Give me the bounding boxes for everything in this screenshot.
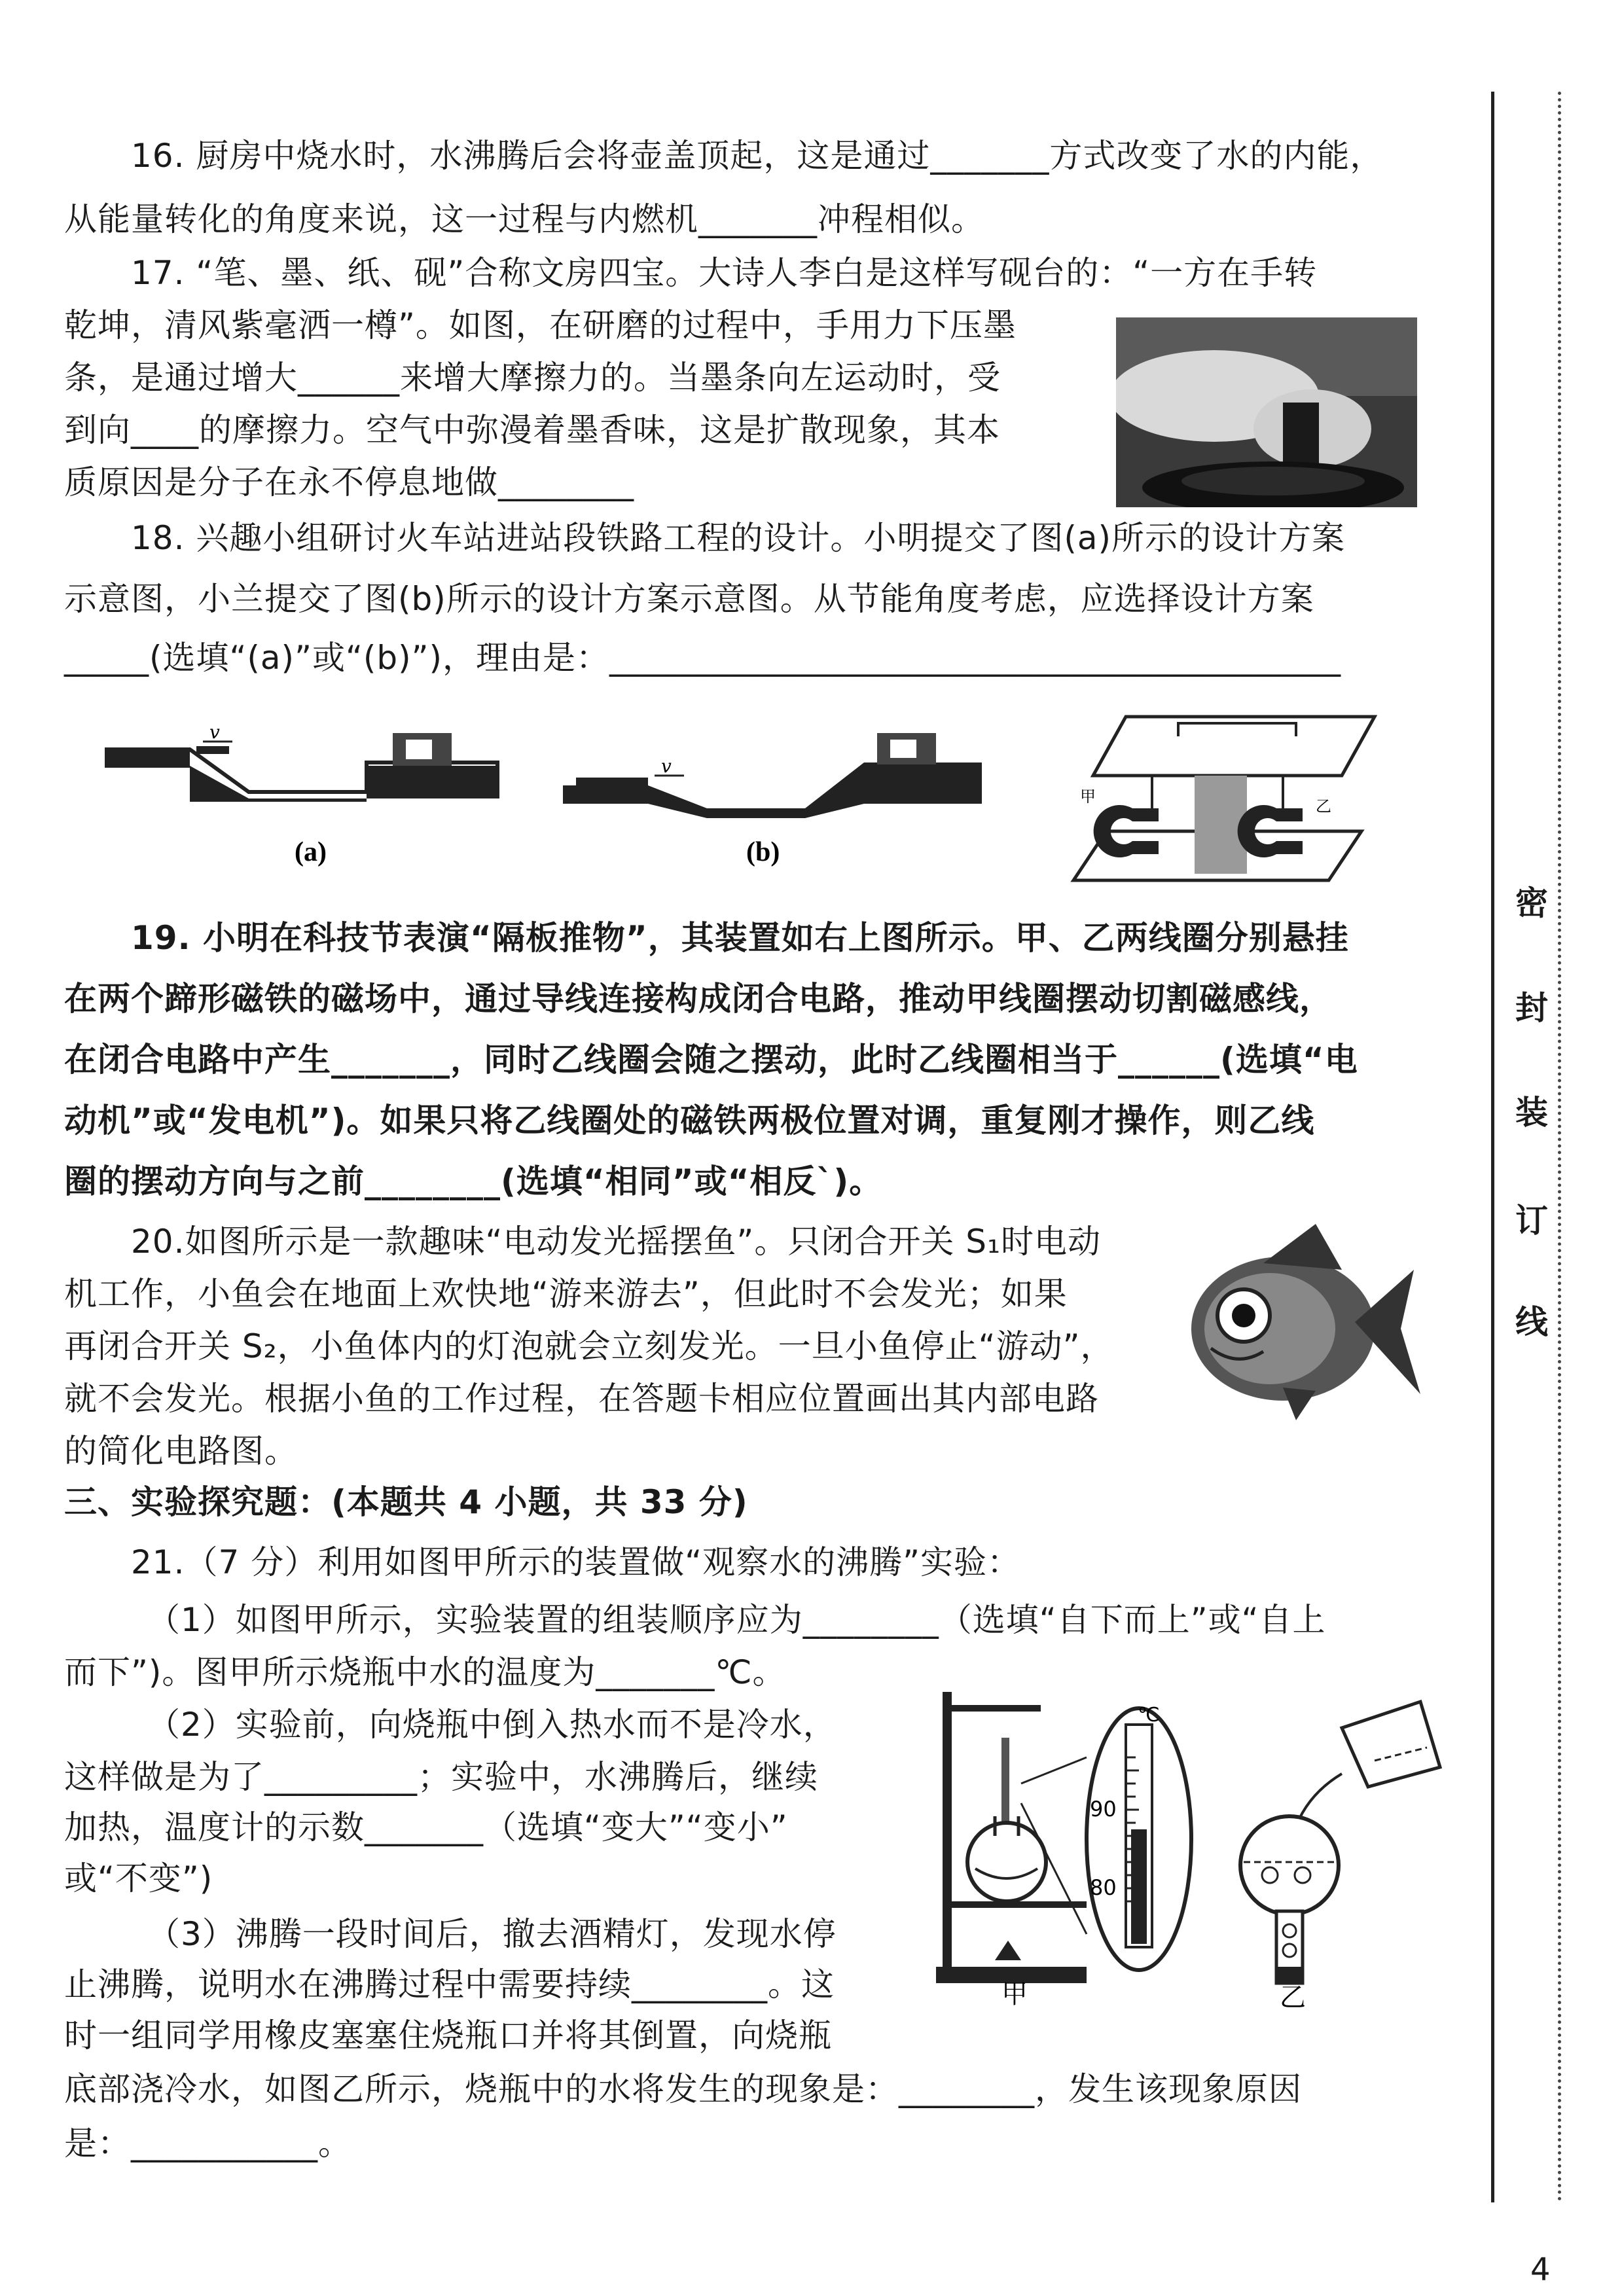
q19-line-4: 动机”或“发电机”)。如果只将乙线圈处的磁铁两极位置对调，重复刚才操作，则乙线 [64,1102,1315,1139]
coil-jia-label: 甲 [1080,787,1096,806]
page-number: 4 [1530,2251,1551,2288]
boiling-apparatus-jia-diagram [929,1685,1217,2013]
q21-part3-line-5: 是：___________。 [64,2125,351,2162]
seal-char-5: 线 [1515,1303,1548,1341]
q21-part2-line-3: 加热，温度计的示数_______（选填“变大”“变小” [64,1808,788,1846]
q21-line-1: 21.（7 分）利用如图甲所示的装置做“观察水的沸腾”实验： [131,1543,1021,1581]
binding-margin-line [1491,92,1494,2202]
seal-char-1: 密 [1515,884,1548,922]
q20-line-2: 机工作，小鱼会在地面上欢快地“游来游去”，但此时不会发光；如果 [64,1275,1068,1313]
ink-grinding-photo [1116,317,1417,507]
q18-line-1: 18. 兴趣小组研讨火车站进站段铁路工程的设计。小明提交了图(a)所示的设计方案 [131,519,1346,557]
seal-char-3: 装 [1515,1094,1548,1132]
q16-line-2: 从能量转化的角度来说，这一过程与内燃机_______冲程相似。 [64,200,984,238]
q17-line-3: 条，是通过增大______来增大摩擦力的。当墨条向左运动时，受 [64,359,1001,397]
q21-part3-line-4: 底部浇冷水，如图乙所示，烧瓶中的水将发生的现象是：________，发生该现象原因 [64,2070,1302,2108]
rail-a-velocity-label: v [209,721,220,743]
q21-part2-line-2: 这样做是为了_________；实验中，水沸腾后，继续 [64,1758,818,1796]
q20-line-1: 20.如图所示是一款趣味“电动发光摇摆鱼”。只闭合开关 S₁时电动 [131,1223,1101,1261]
q17-line-5: 质原因是分子在永不停息地做________ [64,463,634,501]
q21-part3-line-3: 时一组同学用橡皮塞塞住烧瓶口并将其倒置，向烧瓶 [64,2017,832,2054]
rail-b-caption: (b) [746,837,780,867]
boiling-jia-caption: 甲 [1001,1979,1028,2009]
q17-line-2: 乾坤，清风紫毫洒一樽”。如图，在研磨的过程中，手用力下压墨 [64,306,1017,344]
rail-design-a-diagram [98,720,524,870]
q21-part3-line-1: （3）沸腾一段时间后，撤去酒精灯，发现水停 [147,1915,837,1953]
q18-line-3: _____(选填“(a)”或“(b)”)，理由是：___________________________________________ [64,639,1342,677]
q21-part1-line-1: （1）如图甲所示，实验装置的组装顺序应为________（选填“自下而上”或“自上 [147,1601,1326,1639]
coil-yi-label: 乙 [1316,797,1331,816]
swinging-fish-toy-image [1185,1217,1427,1427]
q17-line-1: 17. “笔、墨、纸、砚”合称文房四宝。大诗人李白是这样写砚台的：“一方在手转 [131,254,1318,292]
seal-char-4: 订 [1515,1202,1548,1240]
seal-char-2: 封 [1515,989,1548,1027]
q18-line-2: 示意图，小兰提交了图(b)所示的设计方案示意图。从节能角度考虑，应选择设计方案 [64,580,1314,618]
q20-line-4: 就不会发光。根据小鱼的工作过程，在答题卡相应位置画出其内部电路 [64,1380,1099,1418]
rail-a-caption: (a) [295,837,327,867]
q21-part1-line-2: 而下”)。图甲所示烧瓶中水的温度为_______℃。 [64,1653,786,1691]
boiling-yi-caption: 乙 [1280,1982,1306,2009]
q19-line-5: 圈的摆动方向与之前________(选填“相同”或“相反`)。 [64,1162,883,1200]
section-3-heading: 三、实验探究题：(本题共 4 小题，共 33 分) [64,1483,748,1521]
thermometer-80-tick: 80 [1090,1875,1117,1900]
binding-margin-dotted-line [1558,92,1561,2202]
thermometer-90-tick: 90 [1090,1797,1117,1821]
q21-part2-line-4: 或“不变”) [64,1859,213,1897]
q19-line-3: 在闭合电路中产生_______，同时乙线圈会随之摆动，此时乙线圈相当于______(选填“电 [64,1041,1358,1079]
partition-push-apparatus [1054,704,1381,893]
q17-line-4: 到向____的摩擦力。空气中弥漫着墨香味，这是扩散现象，其本 [64,411,1000,449]
rail-design-b-diagram [563,720,988,870]
rail-b-velocity-label: v [661,755,672,777]
q21-part3-line-2: 止沸腾，说明水在沸腾过程中需要持续________。这 [64,1965,835,2003]
q19-line-1: 19. 小明在科技节表演“隔板推物”，其装置如右上图所示。甲、乙两线圈分别悬挂 [131,919,1349,957]
q20-line-3: 再闭合开关 S₂，小鱼体内的灯泡就会立刻发光。一旦小鱼停止“游动”， [64,1327,1114,1365]
inverted-flask-yi-diagram [1231,1689,1447,2009]
q19-line-2: 在两个蹄形磁铁的磁场中，通过导线连接构成闭合电路，推动甲线圈摆动切割磁感线， [64,980,1333,1018]
q21-part2-line-1: （2）实验前，向烧瓶中倒入热水而不是冷水， [147,1706,837,1744]
thermometer-unit-label: ℃ [1138,1704,1160,1727]
q20-line-5: 的简化电路图。 [64,1432,298,1470]
q16-line-1: 16. 厨房中烧水时，水沸腾后会将壶盖顶起，这是通过_______方式改变了水的内能， [131,137,1384,175]
